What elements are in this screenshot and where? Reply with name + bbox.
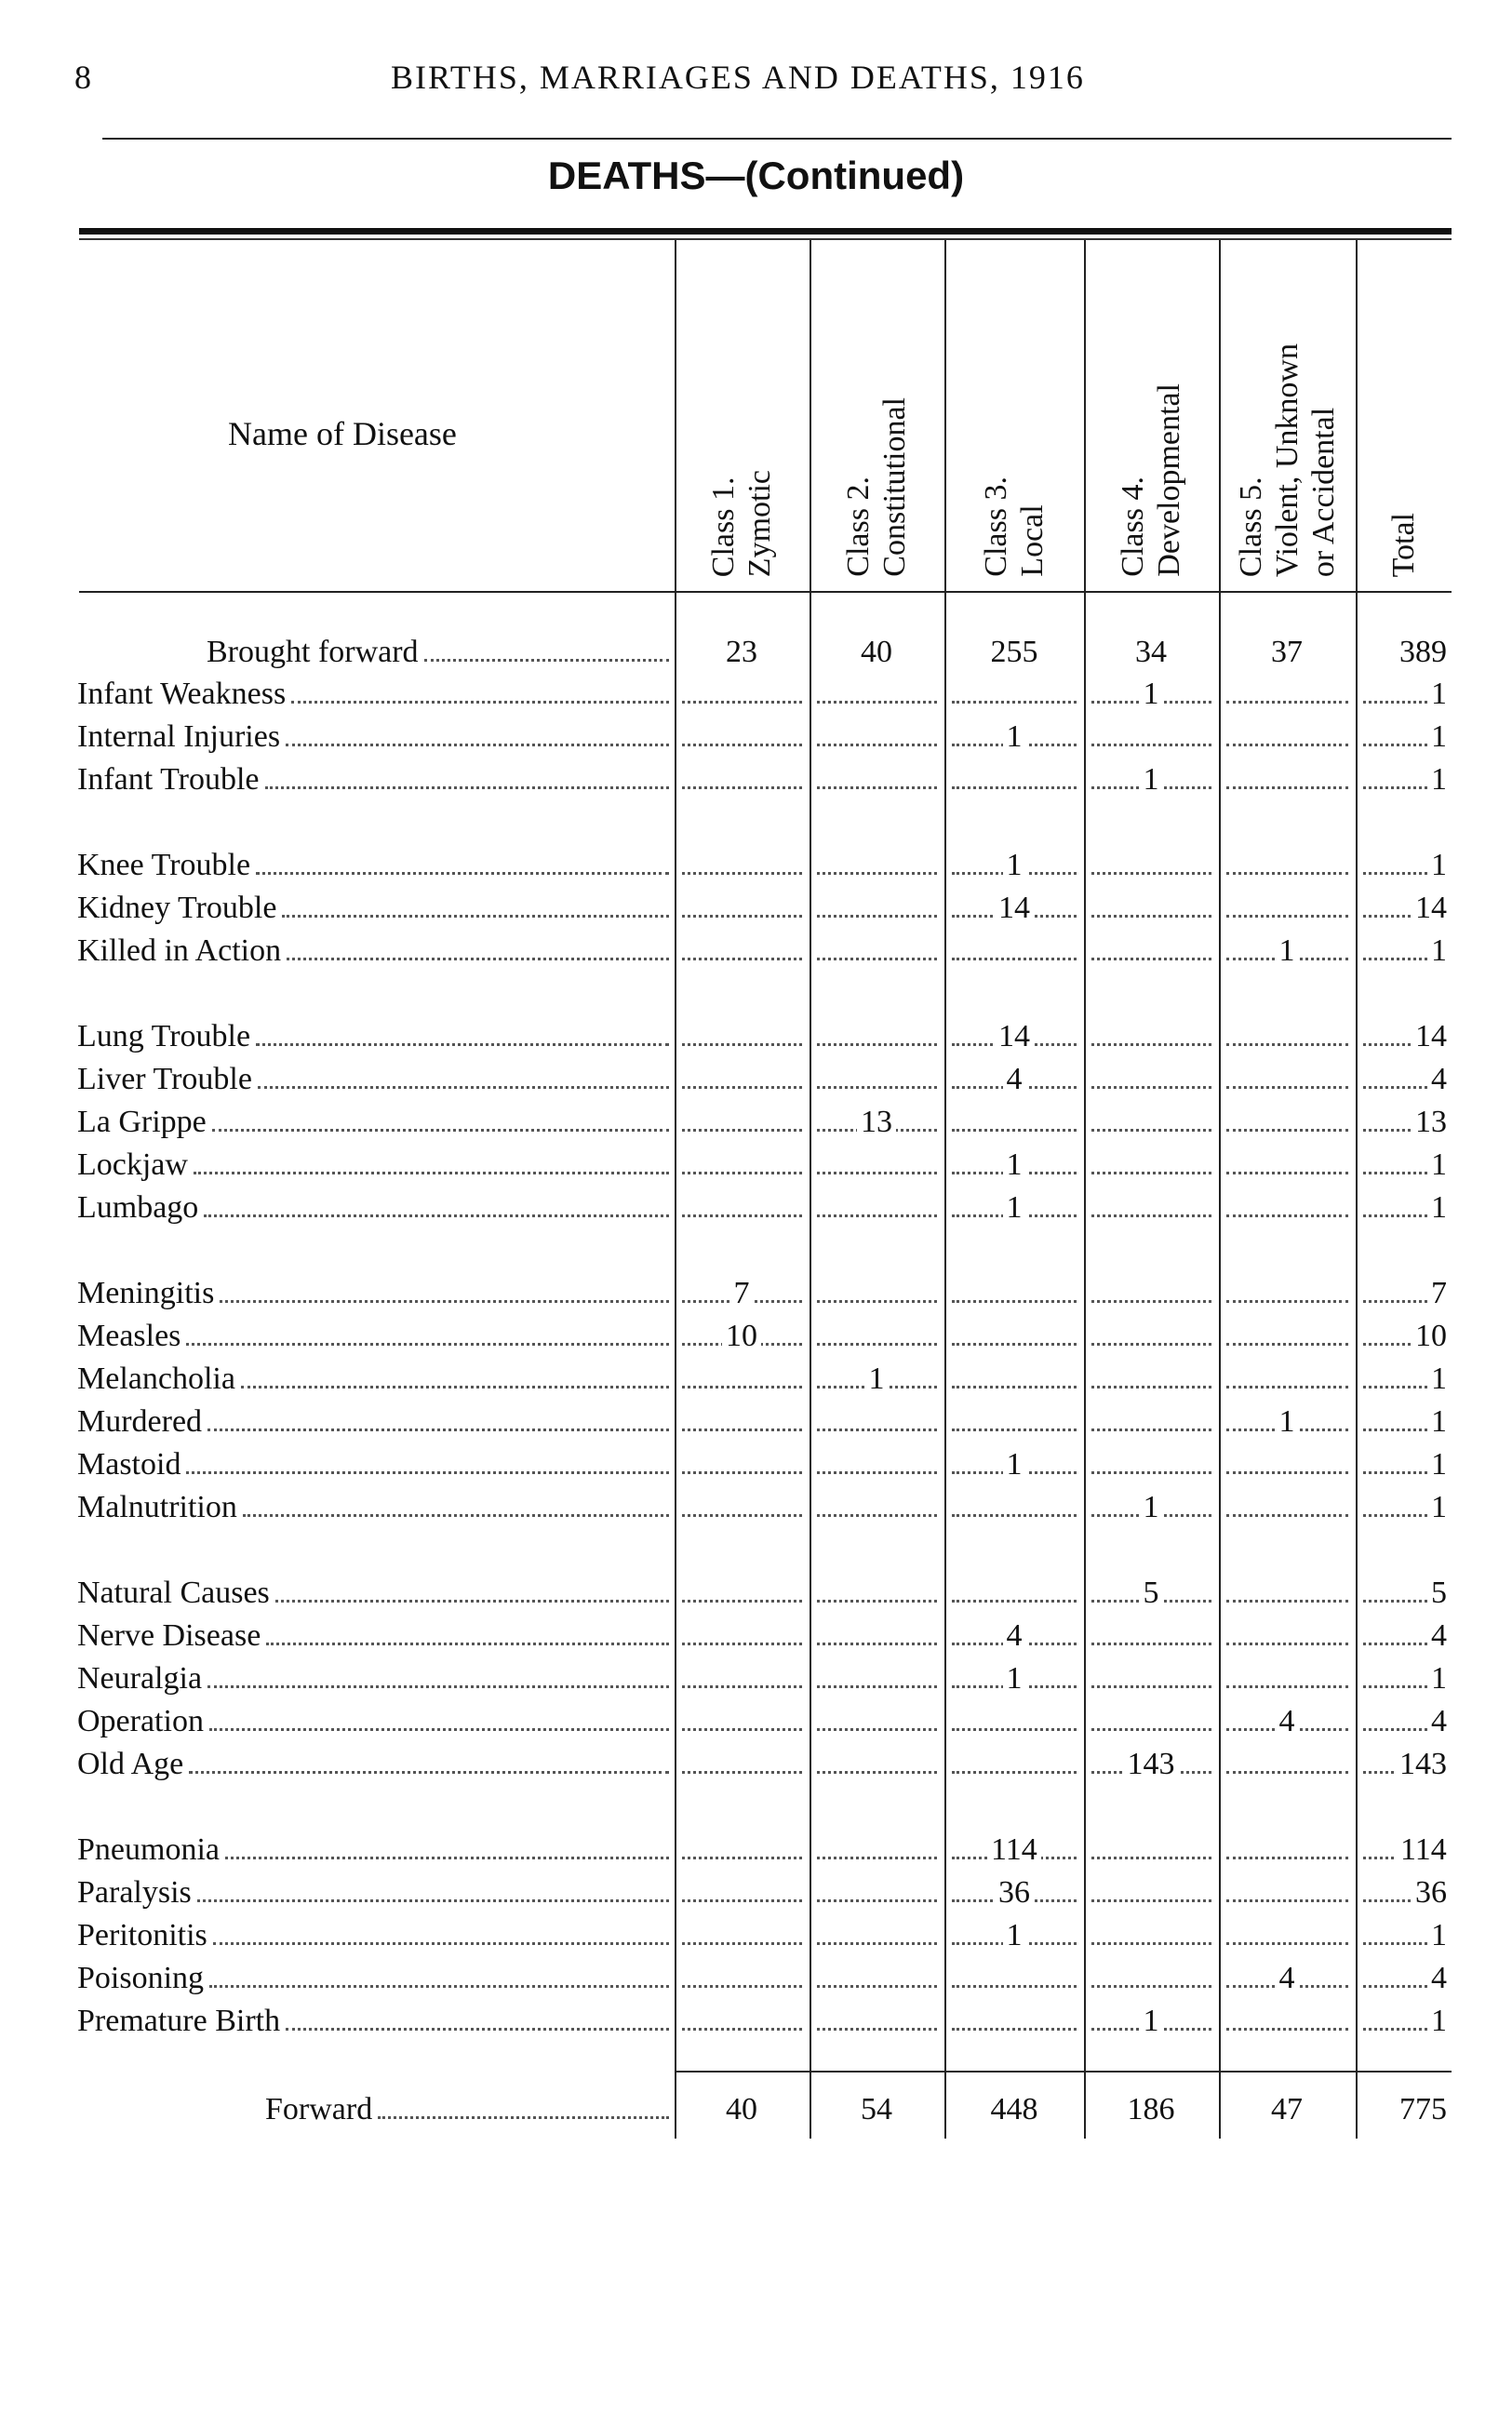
cell-total: 114 bbox=[1397, 1832, 1451, 1868]
cell-local: 255 bbox=[987, 635, 1042, 670]
dot-leader bbox=[1226, 1514, 1348, 1517]
dot-leader bbox=[952, 2028, 1077, 2031]
dot-leader bbox=[952, 701, 1077, 704]
disease-name: Liver Trouble bbox=[77, 1062, 252, 1096]
disease-name: Measles bbox=[77, 1319, 181, 1353]
page-number: 8 bbox=[74, 59, 91, 96]
dot-leader bbox=[682, 744, 802, 746]
disease-name: Knee Trouble bbox=[77, 848, 251, 882]
dot-leader bbox=[243, 1514, 669, 1517]
dot-leader bbox=[682, 1985, 802, 1988]
disease-name: Kidney Trouble bbox=[77, 891, 277, 925]
disease-name: Operation bbox=[77, 1704, 204, 1738]
dot-leader bbox=[266, 1643, 669, 1645]
dot-leader bbox=[1091, 1985, 1211, 1988]
column-header-total bbox=[1356, 270, 1452, 577]
dot-leader bbox=[1226, 1899, 1348, 1902]
dot-leader bbox=[682, 1214, 802, 1217]
cell-total: 14 bbox=[1412, 1019, 1451, 1054]
dot-leader bbox=[817, 958, 937, 960]
dot-leader bbox=[952, 1600, 1077, 1603]
cell-total: 1 bbox=[1427, 677, 1451, 712]
table-row bbox=[0, 1490, 1512, 1531]
column-header-text: Class 3. bbox=[978, 476, 1013, 577]
disease-name: Murdered bbox=[77, 1404, 203, 1439]
dot-leader bbox=[817, 786, 937, 789]
dot-leader bbox=[682, 1899, 802, 1902]
dot-leader bbox=[682, 958, 802, 960]
table-row bbox=[0, 1404, 1512, 1445]
dot-leader bbox=[189, 1771, 669, 1774]
dot-leader bbox=[197, 1899, 669, 1902]
dot-leader bbox=[1226, 1857, 1348, 1859]
dot-leader bbox=[1091, 915, 1211, 918]
dot-leader bbox=[1226, 1386, 1348, 1388]
cell-total: 143 bbox=[1396, 1747, 1451, 1782]
dot-leader bbox=[1226, 915, 1348, 918]
disease-name: Old Age bbox=[77, 1747, 184, 1781]
dot-leader bbox=[817, 1985, 937, 1988]
table-row bbox=[0, 1961, 1512, 2002]
cell-local: 1 bbox=[1003, 1190, 1026, 1226]
disease-name: Lumbago bbox=[77, 1190, 199, 1225]
column-header-text: Class 4. bbox=[1116, 476, 1151, 577]
dot-leader bbox=[817, 1643, 937, 1645]
dot-leader bbox=[1226, 1343, 1348, 1346]
cell-total: 4 bbox=[1427, 1062, 1451, 1097]
cell-developmental: 143 bbox=[1124, 1747, 1179, 1782]
dot-leader bbox=[682, 786, 802, 789]
dot-leader bbox=[817, 701, 937, 704]
disease-name: Premature Birth bbox=[77, 2004, 281, 2038]
dot-leader bbox=[682, 1771, 802, 1774]
table-row bbox=[0, 1661, 1512, 1702]
column-header-text: Violent, Unknown bbox=[1269, 342, 1305, 577]
dot-leader bbox=[952, 1771, 1077, 1774]
dot-leader bbox=[817, 1899, 937, 1902]
dot-leader bbox=[1091, 1129, 1211, 1132]
dot-leader bbox=[1091, 1471, 1211, 1474]
cell-total: 1 bbox=[1427, 1190, 1451, 1226]
column-header-text: Class 2. bbox=[841, 476, 876, 577]
dot-leader bbox=[1226, 1300, 1348, 1303]
dot-leader bbox=[682, 1643, 802, 1645]
dot-leader bbox=[682, 915, 802, 918]
cell-total: 4 bbox=[1427, 1618, 1451, 1654]
dot-leader bbox=[952, 1129, 1077, 1132]
dot-leader bbox=[1226, 1214, 1348, 1217]
cell-local: 448 bbox=[987, 2092, 1042, 2127]
cell-total: 4 bbox=[1427, 1704, 1451, 1739]
dot-leader bbox=[817, 1043, 937, 1046]
dot-leader bbox=[1226, 744, 1348, 746]
dot-leader bbox=[682, 1600, 802, 1603]
disease-name: Killed in Action bbox=[77, 933, 282, 968]
table-row bbox=[0, 719, 1512, 760]
cell-local: 1 bbox=[1003, 719, 1026, 755]
table-row bbox=[0, 1276, 1512, 1317]
dot-leader bbox=[952, 1429, 1077, 1431]
dot-leader bbox=[682, 1685, 802, 1688]
column-header-text: Developmental bbox=[1152, 383, 1187, 577]
dot-leader bbox=[186, 1471, 669, 1474]
dot-leader bbox=[682, 1471, 802, 1474]
dot-leader bbox=[682, 872, 802, 875]
cell-total: 7 bbox=[1427, 1276, 1451, 1311]
dot-leader bbox=[952, 958, 1077, 960]
cell-total: 13 bbox=[1412, 1105, 1451, 1140]
dot-leader bbox=[1226, 1942, 1348, 1945]
dot-leader bbox=[682, 1942, 802, 1945]
cell-zymotic: 40 bbox=[722, 2092, 761, 2127]
cell-total: 10 bbox=[1412, 1319, 1451, 1354]
disease-name: La Grippe bbox=[77, 1105, 207, 1139]
cell-zymotic: 7 bbox=[730, 1276, 754, 1311]
dot-leader bbox=[225, 1857, 669, 1859]
disease-name: Neuralgia bbox=[77, 1661, 203, 1696]
dot-leader bbox=[1091, 1728, 1211, 1731]
name-column-header: Name of Disease bbox=[228, 415, 457, 452]
cell-developmental: 186 bbox=[1124, 2092, 1179, 2127]
dot-leader bbox=[817, 1172, 937, 1174]
cell-local: 36 bbox=[995, 1875, 1034, 1911]
disease-name: Infant Weakness bbox=[77, 677, 287, 711]
dot-leader bbox=[952, 1514, 1077, 1517]
table-row bbox=[0, 1147, 1512, 1188]
column-header-text: Class 1. bbox=[706, 476, 742, 577]
disease-name: Melancholia bbox=[77, 1362, 235, 1396]
cell-violent-unknown-accidental: 1 bbox=[1276, 1404, 1299, 1440]
dot-leader bbox=[241, 1386, 669, 1388]
disease-name: Lockjaw bbox=[77, 1147, 188, 1182]
dot-leader bbox=[287, 958, 669, 960]
cell-total: 1 bbox=[1427, 1147, 1451, 1183]
dot-leader bbox=[1091, 744, 1211, 746]
column-header-text: Zymotic bbox=[743, 469, 778, 577]
dot-leader bbox=[291, 701, 669, 704]
dot-leader bbox=[1226, 1771, 1348, 1774]
dot-leader bbox=[1091, 1172, 1211, 1174]
cell-developmental: 1 bbox=[1140, 2004, 1163, 2039]
table-row bbox=[0, 933, 1512, 974]
cell-local: 1 bbox=[1003, 1918, 1026, 1953]
cell-total: 1 bbox=[1427, 1661, 1451, 1697]
dot-leader bbox=[952, 1728, 1077, 1731]
table-row bbox=[0, 1019, 1512, 1060]
table-row bbox=[0, 1190, 1512, 1231]
dot-leader bbox=[1226, 1086, 1348, 1089]
dot-leader bbox=[207, 1429, 669, 1431]
dot-leader bbox=[682, 1728, 802, 1731]
dot-leader bbox=[209, 1985, 669, 1988]
dot-leader bbox=[817, 1214, 937, 1217]
column-header-text: Constitutional bbox=[877, 397, 913, 577]
dot-leader bbox=[817, 1300, 937, 1303]
table-row bbox=[0, 1576, 1512, 1616]
table-row bbox=[0, 1319, 1512, 1360]
dot-leader bbox=[258, 1086, 669, 1089]
dot-leader bbox=[1091, 1043, 1211, 1046]
dot-leader bbox=[286, 2028, 669, 2031]
dot-leader bbox=[817, 1343, 937, 1346]
dot-leader bbox=[1226, 701, 1348, 704]
cell-constitutional: 40 bbox=[857, 635, 896, 670]
forward-rule bbox=[675, 2071, 1452, 2073]
cell-local: 4 bbox=[1003, 1062, 1026, 1097]
dot-leader bbox=[213, 1942, 669, 1945]
dot-leader bbox=[952, 786, 1077, 789]
disease-name: Infant Trouble bbox=[77, 762, 260, 797]
cell-total: 1 bbox=[1427, 1404, 1451, 1440]
dot-leader bbox=[817, 915, 937, 918]
table-row bbox=[0, 1362, 1512, 1402]
disease-name: Peritonitis bbox=[77, 1918, 207, 1952]
dot-leader bbox=[1091, 1086, 1211, 1089]
cell-violent-unknown-accidental: 37 bbox=[1267, 635, 1306, 670]
disease-name: Mastoid bbox=[77, 1447, 181, 1482]
cell-developmental: 34 bbox=[1131, 635, 1171, 670]
cell-total: 775 bbox=[1396, 2092, 1451, 2127]
column-header-text: Total bbox=[1385, 512, 1421, 577]
cell-total: 1 bbox=[1427, 1490, 1451, 1525]
dot-leader bbox=[817, 1086, 937, 1089]
cell-local: 1 bbox=[1003, 1147, 1026, 1183]
header-rule bbox=[102, 138, 1452, 140]
dot-leader bbox=[186, 1343, 669, 1346]
dot-leader bbox=[1226, 1471, 1348, 1474]
dot-leader bbox=[682, 1386, 802, 1388]
running-title: BIRTHS, MARRIAGES AND DEATHS, 1916 bbox=[391, 59, 1085, 96]
column-header-text: Class 5. bbox=[1233, 476, 1268, 577]
cell-total: 1 bbox=[1427, 719, 1451, 755]
dot-leader bbox=[1091, 1343, 1211, 1346]
cell-local: 114 bbox=[987, 1832, 1041, 1868]
dot-leader bbox=[1091, 1214, 1211, 1217]
table-row bbox=[0, 1918, 1512, 1959]
disease-name: Paralysis bbox=[77, 1875, 192, 1910]
dot-leader bbox=[817, 1685, 937, 1688]
dot-leader bbox=[817, 1600, 937, 1603]
cell-total: 36 bbox=[1412, 1875, 1451, 1911]
table-row bbox=[0, 848, 1512, 889]
dot-leader bbox=[1226, 872, 1348, 875]
dot-leader bbox=[682, 701, 802, 704]
dot-leader bbox=[212, 1129, 669, 1132]
disease-name: Natural Causes bbox=[77, 1576, 270, 1610]
brought-forward-row bbox=[0, 635, 1512, 676]
dot-leader bbox=[682, 1086, 802, 1089]
dot-leader bbox=[952, 1985, 1077, 1988]
dot-leader bbox=[817, 1942, 937, 1945]
cell-developmental: 1 bbox=[1140, 762, 1163, 798]
dot-leader bbox=[682, 1043, 802, 1046]
dot-leader bbox=[207, 1685, 669, 1688]
dot-leader bbox=[1226, 1172, 1348, 1174]
cell-violent-unknown-accidental: 4 bbox=[1276, 1961, 1299, 1996]
disease-name: Pneumonia bbox=[77, 1832, 220, 1867]
dot-leader bbox=[817, 2028, 937, 2031]
dot-leader bbox=[1091, 1429, 1211, 1431]
disease-name: Meningitis bbox=[77, 1276, 215, 1310]
cell-violent-unknown-accidental: 47 bbox=[1267, 2092, 1306, 2127]
dot-leader bbox=[256, 1043, 669, 1046]
table-row bbox=[0, 1704, 1512, 1745]
dot-leader bbox=[1091, 872, 1211, 875]
disease-name: Malnutrition bbox=[77, 1490, 237, 1524]
column-header-zymotic bbox=[675, 270, 810, 577]
column-header-text: or Accidental bbox=[1306, 407, 1342, 577]
table-row bbox=[0, 1875, 1512, 1916]
dot-leader bbox=[682, 1514, 802, 1517]
dot-leader bbox=[378, 2116, 669, 2119]
cell-constitutional: 13 bbox=[857, 1105, 896, 1140]
dot-leader bbox=[817, 1771, 937, 1774]
dot-leader bbox=[1226, 2028, 1348, 2031]
dot-leader bbox=[682, 1429, 802, 1431]
cell-total: 389 bbox=[1396, 635, 1451, 670]
dot-leader bbox=[1091, 958, 1211, 960]
table-row bbox=[0, 762, 1512, 803]
dot-leader bbox=[682, 2028, 802, 2031]
dot-leader bbox=[1226, 1600, 1348, 1603]
disease-name: Lung Trouble bbox=[77, 1019, 251, 1053]
table-row bbox=[0, 1832, 1512, 1873]
cell-total: 1 bbox=[1427, 762, 1451, 798]
dot-leader bbox=[1091, 1386, 1211, 1388]
table-top-heavy-rule bbox=[79, 228, 1452, 235]
disease-name: Brought forward bbox=[207, 635, 419, 669]
dot-leader bbox=[220, 1300, 669, 1303]
cell-developmental: 1 bbox=[1140, 677, 1163, 712]
cell-total: 1 bbox=[1427, 1447, 1451, 1482]
column-header-violent-unknown-accidental bbox=[1219, 270, 1356, 577]
cell-total: 1 bbox=[1427, 2004, 1451, 2039]
table-row bbox=[0, 1105, 1512, 1146]
header-bottom-rule bbox=[79, 591, 1452, 593]
cell-total: 1 bbox=[1427, 933, 1451, 969]
cell-total: 4 bbox=[1427, 1961, 1451, 1996]
cell-local: 4 bbox=[1003, 1618, 1026, 1654]
disease-name: Internal Injuries bbox=[77, 719, 281, 754]
cell-local: 1 bbox=[1003, 1447, 1026, 1482]
dot-leader bbox=[817, 1857, 937, 1859]
dot-leader bbox=[682, 1172, 802, 1174]
dot-leader bbox=[256, 872, 669, 875]
cell-constitutional: 1 bbox=[865, 1362, 889, 1397]
dot-leader bbox=[424, 659, 669, 662]
dot-leader bbox=[1226, 1129, 1348, 1132]
dot-leader bbox=[1091, 1300, 1211, 1303]
dot-leader bbox=[682, 1857, 802, 1859]
dot-leader bbox=[1226, 786, 1348, 789]
cell-total: 5 bbox=[1427, 1576, 1451, 1611]
table-row bbox=[0, 677, 1512, 718]
dot-leader bbox=[817, 872, 937, 875]
dot-leader bbox=[1226, 1043, 1348, 1046]
cell-violent-unknown-accidental: 4 bbox=[1276, 1704, 1299, 1739]
table-row bbox=[0, 1062, 1512, 1103]
cell-developmental: 1 bbox=[1140, 1490, 1163, 1525]
forward-row bbox=[0, 2092, 1512, 2133]
dot-leader bbox=[286, 744, 669, 746]
column-header-local bbox=[944, 270, 1084, 577]
dot-leader bbox=[817, 1514, 937, 1517]
cell-total: 14 bbox=[1412, 891, 1451, 926]
dot-leader bbox=[1226, 1685, 1348, 1688]
cell-total: 1 bbox=[1427, 1918, 1451, 1953]
cell-total: 1 bbox=[1427, 1362, 1451, 1397]
disease-name: Poisoning bbox=[77, 1961, 205, 1995]
dot-leader bbox=[952, 1343, 1077, 1346]
dot-leader bbox=[817, 1728, 937, 1731]
dot-leader bbox=[817, 744, 937, 746]
dot-leader bbox=[817, 1429, 937, 1431]
dot-leader bbox=[204, 1214, 669, 1217]
dot-leader bbox=[275, 1600, 669, 1603]
dot-leader bbox=[265, 786, 669, 789]
cell-constitutional: 54 bbox=[857, 2092, 896, 2127]
cell-local: 1 bbox=[1003, 1661, 1026, 1697]
dot-leader bbox=[952, 1300, 1077, 1303]
cell-local: 1 bbox=[1003, 848, 1026, 883]
table-row bbox=[0, 1618, 1512, 1659]
table-row bbox=[0, 1747, 1512, 1788]
table-row bbox=[0, 2004, 1512, 2045]
dot-leader bbox=[1091, 1643, 1211, 1645]
disease-name: Forward bbox=[265, 2092, 373, 2126]
dot-leader bbox=[682, 1129, 802, 1132]
dot-leader bbox=[194, 1172, 669, 1174]
dot-leader bbox=[1091, 1942, 1211, 1945]
section-title: DEATHS—(Continued) bbox=[547, 154, 965, 197]
dot-leader bbox=[1091, 1857, 1211, 1859]
cell-zymotic: 10 bbox=[722, 1319, 761, 1354]
dot-leader bbox=[817, 1471, 937, 1474]
dot-leader bbox=[1226, 1643, 1348, 1645]
running-header bbox=[0, 58, 1512, 104]
cell-local: 14 bbox=[995, 891, 1034, 926]
table-row bbox=[0, 891, 1512, 932]
cell-developmental: 5 bbox=[1140, 1576, 1163, 1611]
column-header-text: Local bbox=[1015, 504, 1050, 577]
cell-zymotic: 23 bbox=[722, 635, 761, 670]
table-top-thin-rule bbox=[79, 238, 1452, 240]
dot-leader bbox=[1091, 1899, 1211, 1902]
disease-name: Nerve Disease bbox=[77, 1618, 261, 1653]
column-header-constitutional bbox=[810, 270, 944, 577]
cell-local: 14 bbox=[995, 1019, 1034, 1054]
cell-total: 1 bbox=[1427, 848, 1451, 883]
dot-leader bbox=[282, 915, 669, 918]
cell-violent-unknown-accidental: 1 bbox=[1276, 933, 1299, 969]
dot-leader bbox=[209, 1728, 669, 1731]
column-header-developmental bbox=[1084, 270, 1219, 577]
dot-leader bbox=[1091, 1685, 1211, 1688]
table-row bbox=[0, 1447, 1512, 1488]
dot-leader bbox=[952, 1386, 1077, 1388]
